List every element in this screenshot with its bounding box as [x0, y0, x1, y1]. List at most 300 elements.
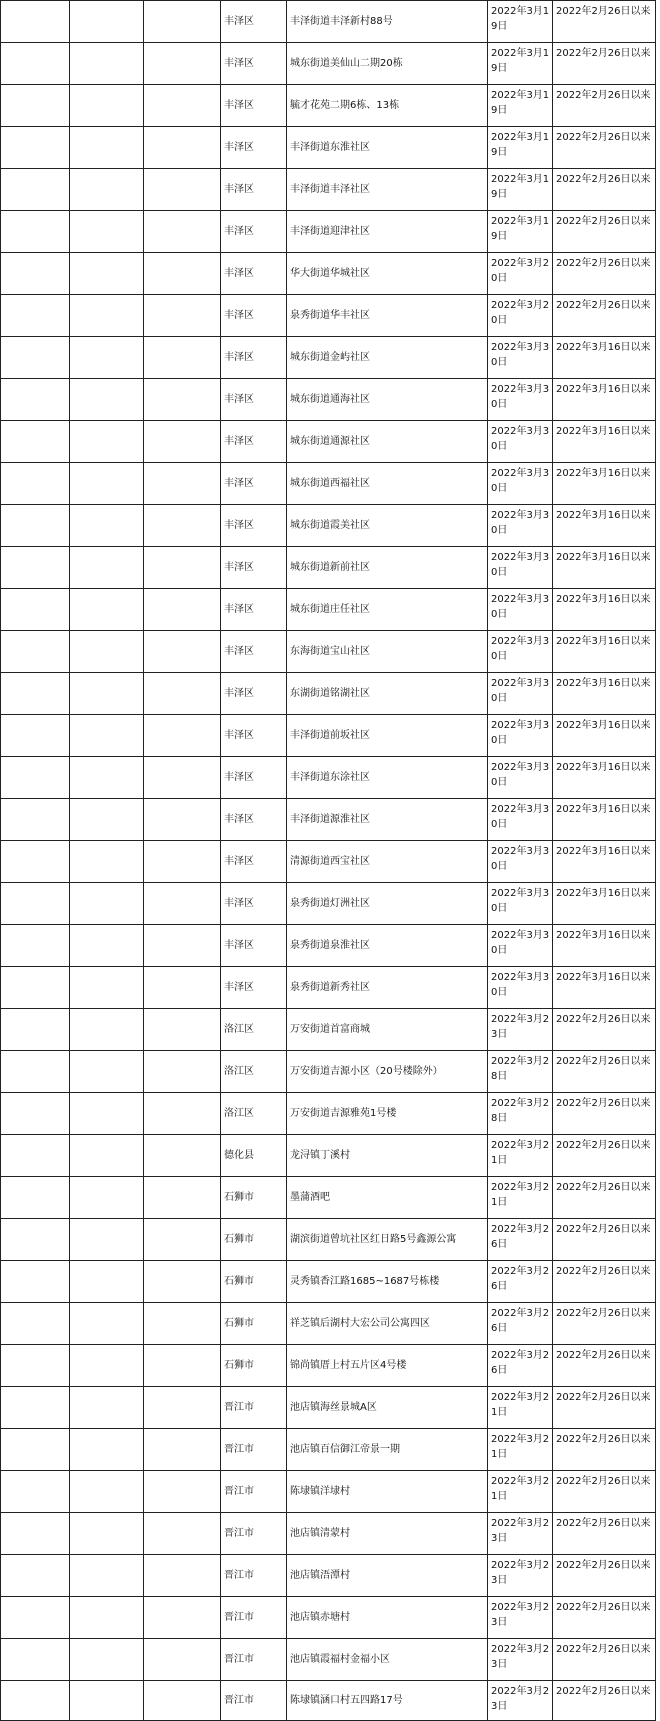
location-cell: 毓才花苑二期6栋、13栋 — [287, 85, 488, 127]
district-cell: 丰泽区 — [221, 295, 287, 337]
since-date-cell: 2022年3月16日以来 — [553, 799, 656, 841]
table-row — [1, 1639, 656, 1681]
empty-cell — [144, 1681, 221, 1721]
empty-cell — [70, 1, 144, 43]
since-date-cell: 2022年3月16日以来 — [553, 673, 656, 715]
district-cell: 石狮市 — [221, 1345, 287, 1387]
empty-cell — [70, 841, 144, 883]
empty-cell — [70, 799, 144, 841]
empty-cell — [70, 169, 144, 211]
empty-cell — [144, 1345, 221, 1387]
table-row — [1, 1555, 656, 1597]
empty-cell — [1, 1597, 70, 1639]
empty-cell — [70, 421, 144, 463]
notify-date-cell: 2022年3月19日 — [488, 211, 553, 253]
district-cell: 晋江市 — [221, 1639, 287, 1681]
district-cell: 洛江区 — [221, 1093, 287, 1135]
since-date-cell: 2022年3月16日以来 — [553, 631, 656, 673]
empty-cell — [1, 547, 70, 589]
district-cell: 晋江市 — [221, 1681, 287, 1721]
district-cell: 晋江市 — [221, 1387, 287, 1429]
empty-cell — [70, 295, 144, 337]
empty-cell — [1, 337, 70, 379]
empty-cell — [144, 589, 221, 631]
empty-cell — [70, 1513, 144, 1555]
table-row — [1, 463, 656, 505]
district-cell: 洛江区 — [221, 1009, 287, 1051]
since-date-cell: 2022年2月26日以来 — [553, 253, 656, 295]
empty-cell — [144, 463, 221, 505]
empty-cell — [1, 1387, 70, 1429]
empty-cell — [70, 1303, 144, 1345]
notify-date-cell: 2022年3月19日 — [488, 127, 553, 169]
table-row — [1, 337, 656, 379]
notify-date-cell: 2022年3月30日 — [488, 421, 553, 463]
table-row — [1, 1261, 656, 1303]
district-cell: 晋江市 — [221, 1597, 287, 1639]
empty-cell — [70, 85, 144, 127]
empty-cell — [70, 1639, 144, 1681]
since-date-cell: 2022年2月26日以来 — [553, 1093, 656, 1135]
district-cell: 丰泽区 — [221, 169, 287, 211]
empty-cell — [1, 1513, 70, 1555]
notify-date-cell: 2022年3月30日 — [488, 673, 553, 715]
location-cell: 龙浔镇丁溪村 — [287, 1135, 488, 1177]
location-cell: 东海街道宝山社区 — [287, 631, 488, 673]
district-cell: 丰泽区 — [221, 673, 287, 715]
table-row — [1, 1135, 656, 1177]
empty-cell — [144, 85, 221, 127]
empty-cell — [70, 715, 144, 757]
empty-cell — [144, 1, 221, 43]
notify-date-cell: 2022年3月30日 — [488, 925, 553, 967]
empty-cell — [1, 1093, 70, 1135]
empty-cell — [1, 1429, 70, 1471]
empty-cell — [144, 1639, 221, 1681]
empty-cell — [144, 757, 221, 799]
table-row — [1, 169, 656, 211]
empty-cell — [144, 337, 221, 379]
empty-cell — [144, 1219, 221, 1261]
table-row — [1, 379, 656, 421]
since-date-cell: 2022年3月16日以来 — [553, 883, 656, 925]
table-row — [1, 1597, 656, 1639]
location-cell: 祥芝镇后湖村大宏公司公寓四区 — [287, 1303, 488, 1345]
location-cell: 万安街道首富商城 — [287, 1009, 488, 1051]
notify-date-cell: 2022年3月30日 — [488, 589, 553, 631]
empty-cell — [1, 295, 70, 337]
since-date-cell: 2022年3月16日以来 — [553, 589, 656, 631]
table-row — [1, 1345, 656, 1387]
notify-date-cell: 2022年3月30日 — [488, 337, 553, 379]
location-cell: 丰泽街道东涂社区 — [287, 757, 488, 799]
notify-date-cell: 2022年3月28日 — [488, 1051, 553, 1093]
since-date-cell: 2022年2月26日以来 — [553, 1471, 656, 1513]
empty-cell — [70, 1261, 144, 1303]
notify-date-cell: 2022年3月30日 — [488, 505, 553, 547]
empty-cell — [144, 505, 221, 547]
notify-date-cell: 2022年3月20日 — [488, 253, 553, 295]
notify-date-cell: 2022年3月26日 — [488, 1261, 553, 1303]
table-row — [1, 841, 656, 883]
since-date-cell: 2022年3月16日以来 — [553, 967, 656, 1009]
empty-cell — [1, 253, 70, 295]
empty-cell — [144, 1387, 221, 1429]
empty-cell — [1, 43, 70, 85]
table-row — [1, 715, 656, 757]
empty-cell — [144, 1303, 221, 1345]
notify-date-cell: 2022年3月23日 — [488, 1681, 553, 1721]
empty-cell — [144, 631, 221, 673]
since-date-cell: 2022年2月26日以来 — [553, 1303, 656, 1345]
location-cell: 池店镇清蒙村 — [287, 1513, 488, 1555]
table-row — [1, 1681, 656, 1721]
notify-date-cell: 2022年3月21日 — [488, 1387, 553, 1429]
location-cell: 泉秀街道泉淮社区 — [287, 925, 488, 967]
notify-date-cell: 2022年3月30日 — [488, 883, 553, 925]
location-cell: 城东街道新前社区 — [287, 547, 488, 589]
location-cell: 城东街道西福社区 — [287, 463, 488, 505]
location-cell: 城东街道庄任社区 — [287, 589, 488, 631]
since-date-cell: 2022年2月26日以来 — [553, 1639, 656, 1681]
notify-date-cell: 2022年3月30日 — [488, 715, 553, 757]
empty-cell — [70, 589, 144, 631]
table-row — [1, 505, 656, 547]
empty-cell — [1, 883, 70, 925]
empty-cell — [1, 1555, 70, 1597]
since-date-cell: 2022年2月26日以来 — [553, 169, 656, 211]
since-date-cell: 2022年2月26日以来 — [553, 1135, 656, 1177]
empty-cell — [144, 127, 221, 169]
empty-cell — [70, 1093, 144, 1135]
empty-cell — [1, 1177, 70, 1219]
table-row — [1, 1219, 656, 1261]
location-cell: 城东街道霞美社区 — [287, 505, 488, 547]
empty-cell — [1, 673, 70, 715]
table-row — [1, 925, 656, 967]
empty-cell — [70, 337, 144, 379]
location-cell: 城东街道美仙山二期20栋 — [287, 43, 488, 85]
empty-cell — [144, 169, 221, 211]
empty-cell — [144, 1051, 221, 1093]
location-cell: 陈埭镇洋埭村 — [287, 1471, 488, 1513]
empty-cell — [70, 43, 144, 85]
empty-cell — [1, 1135, 70, 1177]
district-cell: 石狮市 — [221, 1303, 287, 1345]
empty-cell — [144, 379, 221, 421]
empty-cell — [70, 127, 144, 169]
district-cell: 丰泽区 — [221, 841, 287, 883]
notify-date-cell: 2022年3月28日 — [488, 1093, 553, 1135]
empty-cell — [1, 1, 70, 43]
since-date-cell: 2022年2月26日以来 — [553, 1681, 656, 1721]
location-cell: 万安街道吉源小区（20号楼除外） — [287, 1051, 488, 1093]
empty-cell — [144, 1261, 221, 1303]
since-date-cell: 2022年2月26日以来 — [553, 1513, 656, 1555]
empty-cell — [144, 421, 221, 463]
empty-cell — [1, 967, 70, 1009]
empty-cell — [70, 1177, 144, 1219]
empty-cell — [70, 1597, 144, 1639]
empty-cell — [1, 169, 70, 211]
empty-cell — [1, 1639, 70, 1681]
table-row — [1, 1093, 656, 1135]
notify-date-cell: 2022年3月19日 — [488, 1, 553, 43]
location-cell: 丰泽街道丰泽新村88号 — [287, 1, 488, 43]
empty-cell — [1, 799, 70, 841]
location-cell: 清源街道西宝社区 — [287, 841, 488, 883]
district-cell: 丰泽区 — [221, 43, 287, 85]
empty-cell — [70, 211, 144, 253]
empty-cell — [70, 1135, 144, 1177]
empty-cell — [1, 757, 70, 799]
since-date-cell: 2022年3月16日以来 — [553, 925, 656, 967]
notify-date-cell: 2022年3月21日 — [488, 1471, 553, 1513]
empty-cell — [1, 1303, 70, 1345]
since-date-cell: 2022年2月26日以来 — [553, 1, 656, 43]
since-date-cell: 2022年2月26日以来 — [553, 1177, 656, 1219]
since-date-cell: 2022年3月16日以来 — [553, 379, 656, 421]
empty-cell — [144, 841, 221, 883]
empty-cell — [144, 673, 221, 715]
district-cell: 丰泽区 — [221, 883, 287, 925]
table-row — [1, 673, 656, 715]
district-cell: 石狮市 — [221, 1219, 287, 1261]
empty-cell — [144, 43, 221, 85]
empty-cell — [1, 1009, 70, 1051]
empty-cell — [70, 967, 144, 1009]
table-row — [1, 1009, 656, 1051]
empty-cell — [70, 547, 144, 589]
since-date-cell: 2022年2月26日以来 — [553, 1051, 656, 1093]
notify-date-cell: 2022年3月23日 — [488, 1639, 553, 1681]
district-cell: 晋江市 — [221, 1471, 287, 1513]
since-date-cell: 2022年2月26日以来 — [553, 211, 656, 253]
since-date-cell: 2022年2月26日以来 — [553, 1219, 656, 1261]
table-row — [1, 295, 656, 337]
district-cell: 晋江市 — [221, 1429, 287, 1471]
since-date-cell: 2022年2月26日以来 — [553, 1555, 656, 1597]
since-date-cell: 2022年3月16日以来 — [553, 757, 656, 799]
table-row — [1, 589, 656, 631]
district-cell: 丰泽区 — [221, 1, 287, 43]
empty-cell — [144, 1429, 221, 1471]
since-date-cell: 2022年2月26日以来 — [553, 295, 656, 337]
notify-date-cell: 2022年3月30日 — [488, 379, 553, 421]
empty-cell — [70, 505, 144, 547]
district-cell: 石狮市 — [221, 1261, 287, 1303]
since-date-cell: 2022年2月26日以来 — [553, 127, 656, 169]
empty-cell — [1, 925, 70, 967]
location-cell: 陈埭镇涵口村五四路17号 — [287, 1681, 488, 1721]
district-cell: 丰泽区 — [221, 337, 287, 379]
empty-cell — [70, 379, 144, 421]
empty-cell — [70, 1681, 144, 1721]
notify-date-cell: 2022年3月19日 — [488, 169, 553, 211]
location-cell: 城东街道金屿社区 — [287, 337, 488, 379]
empty-cell — [70, 1009, 144, 1051]
empty-cell — [70, 925, 144, 967]
empty-cell — [144, 1471, 221, 1513]
district-cell: 丰泽区 — [221, 967, 287, 1009]
district-cell: 丰泽区 — [221, 925, 287, 967]
empty-cell — [144, 799, 221, 841]
table-row — [1, 883, 656, 925]
table-body — [1, 1, 656, 1721]
location-cell: 池店镇赤塘村 — [287, 1597, 488, 1639]
empty-cell — [70, 1471, 144, 1513]
table-row — [1, 547, 656, 589]
table-row — [1, 1, 656, 43]
location-cell: 池店镇海丝景城A区 — [287, 1387, 488, 1429]
notify-date-cell: 2022年3月23日 — [488, 1555, 553, 1597]
empty-cell — [144, 253, 221, 295]
location-cell: 城东街道通海社区 — [287, 379, 488, 421]
since-date-cell: 2022年2月26日以来 — [553, 1387, 656, 1429]
table-row — [1, 1387, 656, 1429]
location-cell: 灵秀镇香江路1685~1687号栋楼 — [287, 1261, 488, 1303]
location-cell: 丰泽街道迎津社区 — [287, 211, 488, 253]
empty-cell — [70, 1219, 144, 1261]
table-row — [1, 799, 656, 841]
since-date-cell: 2022年3月16日以来 — [553, 547, 656, 589]
table-row — [1, 1513, 656, 1555]
empty-cell — [144, 967, 221, 1009]
district-cell: 洛江区 — [221, 1051, 287, 1093]
since-date-cell: 2022年3月16日以来 — [553, 463, 656, 505]
empty-cell — [1, 1681, 70, 1721]
location-cell: 墨蒲酒吧 — [287, 1177, 488, 1219]
empty-cell — [70, 631, 144, 673]
empty-cell — [1, 379, 70, 421]
since-date-cell: 2022年3月16日以来 — [553, 337, 656, 379]
empty-cell — [1, 463, 70, 505]
empty-cell — [144, 211, 221, 253]
empty-cell — [1, 1051, 70, 1093]
location-cell: 华大街道华城社区 — [287, 253, 488, 295]
district-cell: 晋江市 — [221, 1555, 287, 1597]
since-date-cell: 2022年3月16日以来 — [553, 841, 656, 883]
empty-cell — [1, 715, 70, 757]
empty-cell — [70, 1555, 144, 1597]
empty-cell — [1, 505, 70, 547]
notify-date-cell: 2022年3月30日 — [488, 799, 553, 841]
notify-date-cell: 2022年3月21日 — [488, 1177, 553, 1219]
district-cell: 丰泽区 — [221, 589, 287, 631]
since-date-cell: 2022年2月26日以来 — [553, 1009, 656, 1051]
location-cell: 池店镇霞福村金福小区 — [287, 1639, 488, 1681]
location-cell: 锦尚镇厝上村五片区4号楼 — [287, 1345, 488, 1387]
district-cell: 丰泽区 — [221, 127, 287, 169]
empty-cell — [144, 925, 221, 967]
empty-cell — [1, 421, 70, 463]
district-cell: 丰泽区 — [221, 85, 287, 127]
district-cell: 丰泽区 — [221, 421, 287, 463]
empty-cell — [144, 1093, 221, 1135]
table-row — [1, 43, 656, 85]
empty-cell — [70, 1429, 144, 1471]
empty-cell — [1, 841, 70, 883]
notify-date-cell: 2022年3月20日 — [488, 295, 553, 337]
location-cell: 泉秀街道新秀社区 — [287, 967, 488, 1009]
district-cell: 石狮市 — [221, 1177, 287, 1219]
since-date-cell: 2022年2月26日以来 — [553, 1597, 656, 1639]
table-row — [1, 1303, 656, 1345]
notify-date-cell: 2022年3月23日 — [488, 1513, 553, 1555]
district-cell: 丰泽区 — [221, 631, 287, 673]
empty-cell — [144, 547, 221, 589]
district-cell: 丰泽区 — [221, 253, 287, 295]
location-cell: 丰泽街道丰泽社区 — [287, 169, 488, 211]
empty-cell — [1, 1471, 70, 1513]
since-date-cell: 2022年2月26日以来 — [553, 1429, 656, 1471]
location-cell: 池店镇百信御江帝景一期 — [287, 1429, 488, 1471]
empty-cell — [1, 85, 70, 127]
location-cell: 湖滨街道曾坑社区红日路5号鑫源公寓 — [287, 1219, 488, 1261]
empty-cell — [70, 463, 144, 505]
empty-cell — [144, 1009, 221, 1051]
empty-cell — [70, 1387, 144, 1429]
location-cell: 城东街道通源社区 — [287, 421, 488, 463]
since-date-cell: 2022年2月26日以来 — [553, 1261, 656, 1303]
location-cell: 丰泽街道前坂社区 — [287, 715, 488, 757]
district-cell: 丰泽区 — [221, 463, 287, 505]
district-cell: 丰泽区 — [221, 547, 287, 589]
empty-cell — [144, 1555, 221, 1597]
district-cell: 晋江市 — [221, 1513, 287, 1555]
empty-cell — [1, 1219, 70, 1261]
location-cell: 池店镇浯潭村 — [287, 1555, 488, 1597]
district-cell: 德化县 — [221, 1135, 287, 1177]
district-cell: 丰泽区 — [221, 757, 287, 799]
empty-cell — [144, 715, 221, 757]
table-row — [1, 85, 656, 127]
table-row — [1, 1177, 656, 1219]
notify-date-cell: 2022年3月21日 — [488, 1135, 553, 1177]
empty-cell — [1, 127, 70, 169]
district-cell: 丰泽区 — [221, 505, 287, 547]
notify-date-cell: 2022年3月21日 — [488, 1429, 553, 1471]
empty-cell — [1, 1345, 70, 1387]
since-date-cell: 2022年3月16日以来 — [553, 421, 656, 463]
table-row — [1, 1471, 656, 1513]
since-date-cell: 2022年2月26日以来 — [553, 1345, 656, 1387]
empty-cell — [144, 1135, 221, 1177]
empty-cell — [1, 589, 70, 631]
notify-date-cell: 2022年3月19日 — [488, 43, 553, 85]
notify-date-cell: 2022年3月19日 — [488, 85, 553, 127]
since-date-cell: 2022年3月16日以来 — [553, 505, 656, 547]
empty-cell — [70, 1051, 144, 1093]
empty-cell — [70, 253, 144, 295]
notify-date-cell: 2022年3月26日 — [488, 1219, 553, 1261]
district-cell: 丰泽区 — [221, 715, 287, 757]
location-cell: 泉秀街道华丰社区 — [287, 295, 488, 337]
empty-cell — [1, 211, 70, 253]
location-cell: 丰泽街道东淮社区 — [287, 127, 488, 169]
notify-date-cell: 2022年3月26日 — [488, 1345, 553, 1387]
table-row — [1, 127, 656, 169]
empty-cell — [144, 1597, 221, 1639]
table-row — [1, 967, 656, 1009]
district-cell: 丰泽区 — [221, 379, 287, 421]
since-date-cell: 2022年2月26日以来 — [553, 43, 656, 85]
notify-date-cell: 2022年3月30日 — [488, 631, 553, 673]
empty-cell — [70, 673, 144, 715]
district-cell: 丰泽区 — [221, 211, 287, 253]
empty-cell — [70, 757, 144, 799]
empty-cell — [144, 1177, 221, 1219]
